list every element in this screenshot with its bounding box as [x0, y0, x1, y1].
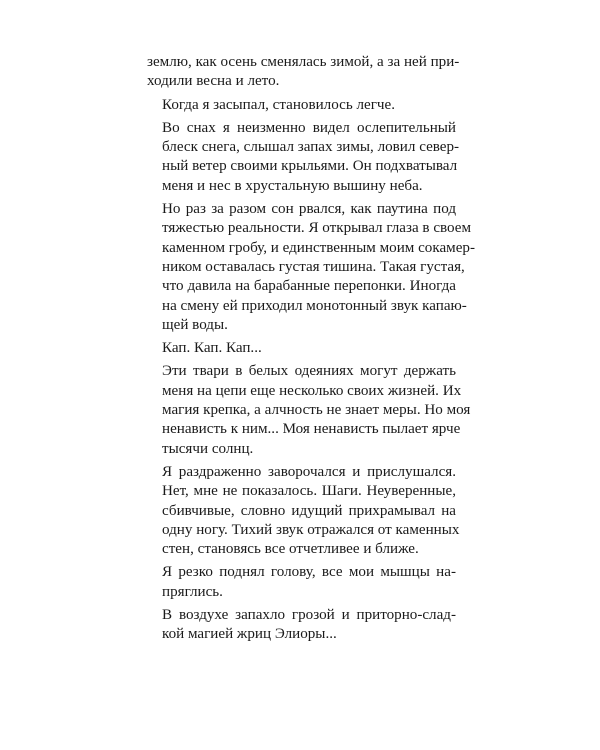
paragraph-7 [147, 463, 460, 559]
text-line: тысячи солнц. [162, 440, 254, 457]
text-line: Эти твари в белых одеяниях могут держать [162, 363, 456, 380]
text-line: землю, как осень сменялась зимой, а за ней при- [147, 54, 460, 70]
text-line: кой магией жриц Элиоры... [162, 626, 337, 643]
text-line: ненависть к ним... Моя ненависть пылает ярче [162, 421, 461, 438]
text-line: меня и нес в хрустальную вышину неба. [162, 177, 423, 194]
text-line: Нет, мне не показалось. Шаги. Неуверенные, [162, 483, 456, 500]
text-line: ником оставалась густая тишина. Такая густая, [162, 258, 465, 275]
body-text [147, 53, 475, 649]
paragraph-6 [147, 362, 471, 458]
text-line: меня на цепи еще несколько своих жизней. Их [162, 382, 462, 399]
paragraph-1 [147, 53, 460, 92]
text-line: ходили весна и лето. [147, 73, 280, 90]
paragraph-5 [147, 339, 456, 358]
text-line: на смену ей приходил монотонный звук капаю- [162, 297, 467, 314]
text-line: пряглись. [162, 583, 223, 600]
paragraph-9 [147, 606, 456, 645]
text-line: каменном гробу, и единственным моим сокамер- [162, 239, 475, 256]
paragraph-4 [147, 200, 475, 335]
text-line: Но раз за разом сон рвался, как паутина под [162, 201, 456, 218]
text-line: ный ветер своими крыльями. Он подхватывал [162, 158, 458, 175]
text-line: тяжестью реальности. Я открывал глаза в своем [162, 220, 472, 237]
text-line: что давила на барабанные перепонки. Иногда [162, 278, 456, 295]
paragraph-3 [147, 119, 460, 196]
text-line: стен, становясь все отчетливее и ближе. [162, 541, 419, 558]
text-line: магия крепка, а алчность не знает меры. Но моя [162, 402, 471, 419]
paragraph-2 [147, 96, 456, 115]
text-line: одну ногу. Тихий звук отражался от каменных [162, 521, 460, 538]
text-line: В воздухе запахло грозой и приторно-слад- [162, 607, 456, 624]
text-line: Кап. Кап. Кап... [162, 340, 262, 357]
text-line: Я раздраженно заворочался и прислушался. [162, 463, 456, 480]
text-line: сбивчивые, словно идущий прихрамывал на [162, 502, 456, 519]
text-line: Я резко поднял голову, все мои мышцы на- [162, 564, 456, 581]
paragraph-8 [147, 563, 456, 602]
text-line: Когда я засыпал, становилось легче. [162, 96, 395, 113]
text-line: щей воды. [162, 316, 228, 333]
text-line: Во снах я неизменно видел ослепительный [162, 119, 456, 136]
text-line: блеск снега, слышал запах зимы, ловил север- [162, 139, 460, 156]
